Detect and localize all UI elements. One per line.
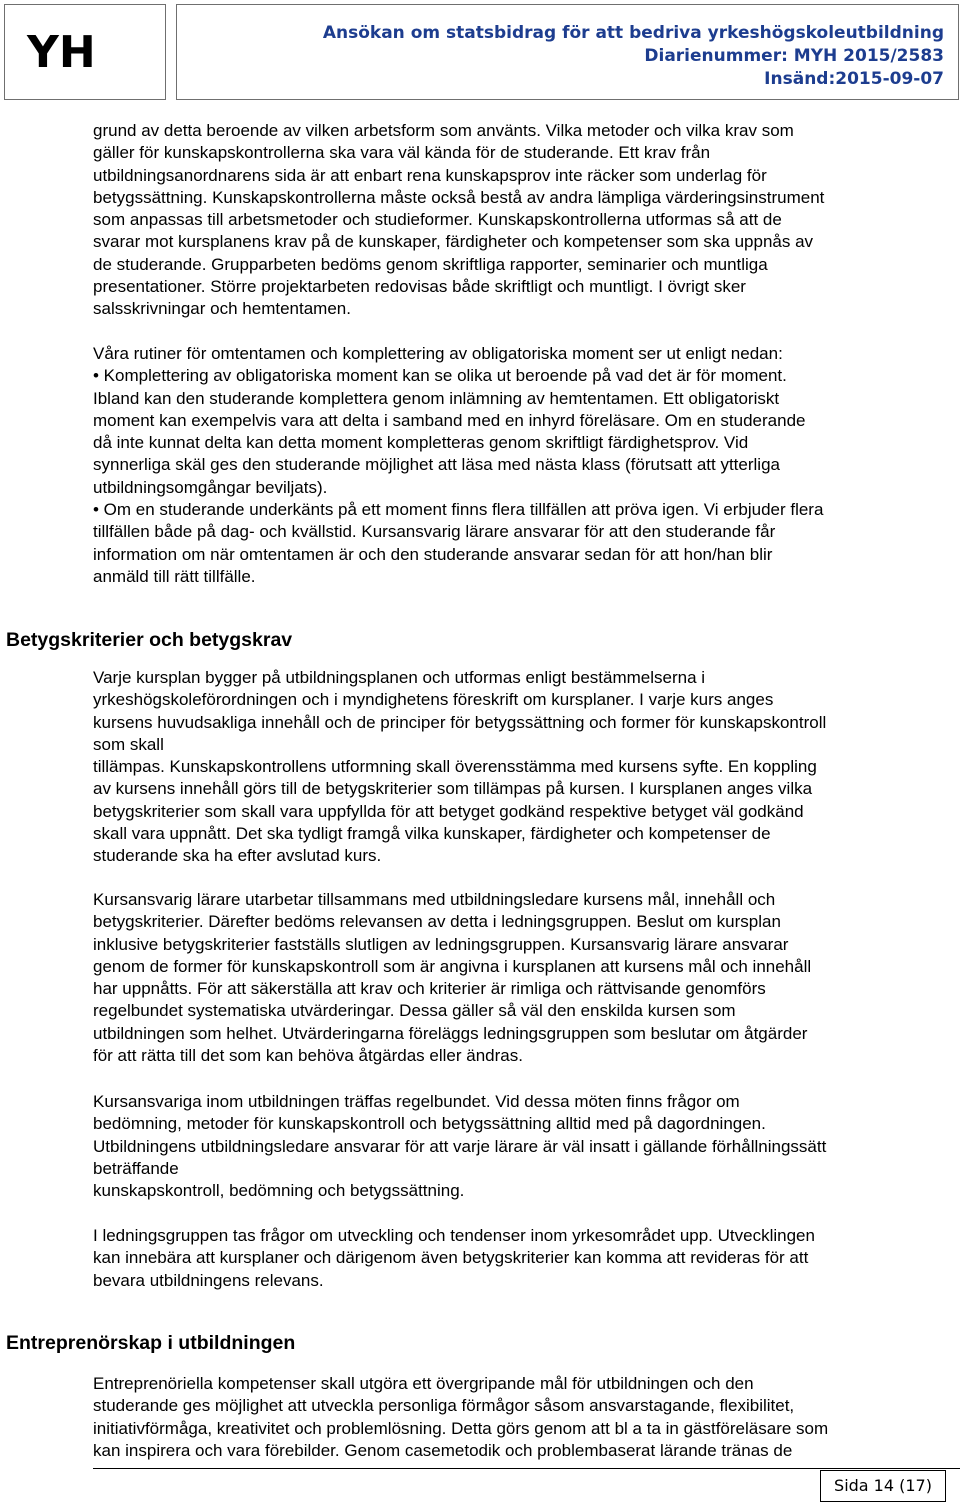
document-header bbox=[176, 4, 959, 100]
submission-date: Insänd:2015-09-07 bbox=[764, 69, 944, 89]
section-heading-betygskriterier: Betygskriterier och betygskrav bbox=[6, 629, 293, 651]
section-heading-entreprenorskap: Entreprenörskap i utbildningen bbox=[6, 1332, 296, 1354]
diarienummer: Diarienummer: MYH 2015/2583 bbox=[644, 46, 944, 66]
paragraph-omtentamen: Våra rutiner för omtentamen och komplettering av obligatoriska moment ser ut enligt nedan: • Komplettering av obligatoriska moment kan se olika ut beroende på vad det är för moment. Ibland kan den studerande komplettera genom inlämning av hemtentamen. Ett obligatoriskt moment kan exempelvis vara att delta i samband med en inhyrd föreläsare. Om en studerande då inte kunnat delta kan detta moment kompletteras genom skriftligt färdighetsprov. Vid synnerliga skäl ges den studerande möjlighet att läsa med nästa klass (förutsatt att ytterliga utbildningsomgångar beviljats). • Om en studerande underkänts på ett moment finns flera tillfällen att pröva igen. Vi erbjuder flera tillfällen både på dag- och kvällstid. Kursansvarig lärare ansvarar för att den studerande får information om när omtentamen är och den studerande ansvarar sedan för att hon/han blir anmäld till rätt tillfälle. bbox=[93, 344, 824, 586]
document-title: Ansökan om statsbidrag för att bedriva yrkeshögskoleutbildning bbox=[322, 23, 944, 43]
paragraph-kunskapskontroll: grund av detta beroende av vilken arbetsform som använts. Vilka metoder och vilka krav som gäller för kunskapskontrollerna ska vara väl kända för de studerande. Ett krav från utbildningsanordnarens sida är att enbart rena kunskapsprov inte räcker som underlag för betygssättning. Kunskapskontrollerna måste också bestå av andra lämpliga värderingsinstrument som anpassas till arbetsmetoder och studieformer. Kunskapskontrollerna utformas så att de svarar mot kursplanens krav på de kunskaper, färdigheter och kompetenser som ska uppnås av de studerande. Grupparbeten bedöms genom skriftliga rapporter, seminarier och muntliga presentationer. Större projektarbeten redovisas både skriftligt och muntligt. I övrigt sker salsskrivningar och hemtentamen. bbox=[93, 121, 825, 319]
page-number: Sida 14 (17) bbox=[820, 1470, 946, 1502]
footer-rule bbox=[93, 1468, 960, 1469]
paragraph-moten: Kursansvariga inom utbildningen träffas regelbundet. Vid dessa möten finns frågor om bedömning, metoder för kunskapskontroll och betygssättning alltid med på dagordningen. Utbildningens utbildningsledare ansvarar för att varje lärare är väl insatt i gällande förhållningssätt beträffande kunskapskontroll, bedömning och betygssättning. bbox=[93, 1092, 827, 1201]
paragraph-kursansvarig: Kursansvarig lärare utarbetar tillsammans med utbildningsledare kursens mål, innehåll och betygskriterier. Därefter bedöms relevansen av detta i ledningsgruppen. Beslut om kursplan inklusive betygskriterier fastställs slutligen av ledningsgruppen. Kursansvarig lärare ansvarar genom de former för kunskapskontroll som är angivna i kursplanen att kursens mål och innehåll har uppnåtts. För att säkerställa att krav och kriterier är rimliga och rättvisande genomförs regelbundet systematiska utvärderingar. Dessa gäller så väl den enskilda kursen som utbildningen som helhet. Utvärderingarna föreläggs ledningsgruppen som beslutar om åtgärder för att rätta till det som kan behöva åtgärdas eller ändras. bbox=[93, 890, 812, 1066]
yh-logo: YH bbox=[27, 27, 96, 78]
logo-box bbox=[4, 4, 166, 100]
paragraph-kursplan: Varje kursplan bygger på utbildningsplanen och utformas enligt bestämmelserna i yrkeshögskoleförordningen och i myndighetens föreskrift om kursplaner. I varje kurs anges kursens huvudsakliga innehåll och de principer för betygssättning och former för kunskapskontroll som skall tillämpas. Kunskapskontrollens utformning skall överensstämma med kursens syfte. En koppling av kursens innehåll görs till de betygskriterier som tillämpas på kursen. I kursplanen anges vilka betygskriterier som skall vara uppfyllda för att betyget godkänd respektive betyget väl godkänd skall vara uppnått. Det ska tydligt framgå vilka kunskaper, färdigheter och kompetenser de studerande ska ha efter avslutad kurs. bbox=[93, 668, 827, 866]
paragraph-entreprenorskap: Entreprenöriella kompetenser skall utgöra ett övergripande mål för utbildningen och den studerande ges möjlighet att utveckla personliga förmågor såsom ansvarstagande, flexibilitet, initiativförmåga, kreativitet och problemlösning. Detta görs genom att bl a ta in gästföreläsare som kan inspirera och vara förebilder. Genom casemetodik och problembaserat lärande tränas de bbox=[93, 1374, 829, 1460]
paragraph-ledningsgrupp: I ledningsgruppen tas frågor om utveckling och tendenser inom yrkesområdet upp. Utvecklingen kan innebära att kursplaner och därigenom även betygskriterier kan komma att revideras för att bevara utbildningens relevans. bbox=[93, 1226, 815, 1290]
